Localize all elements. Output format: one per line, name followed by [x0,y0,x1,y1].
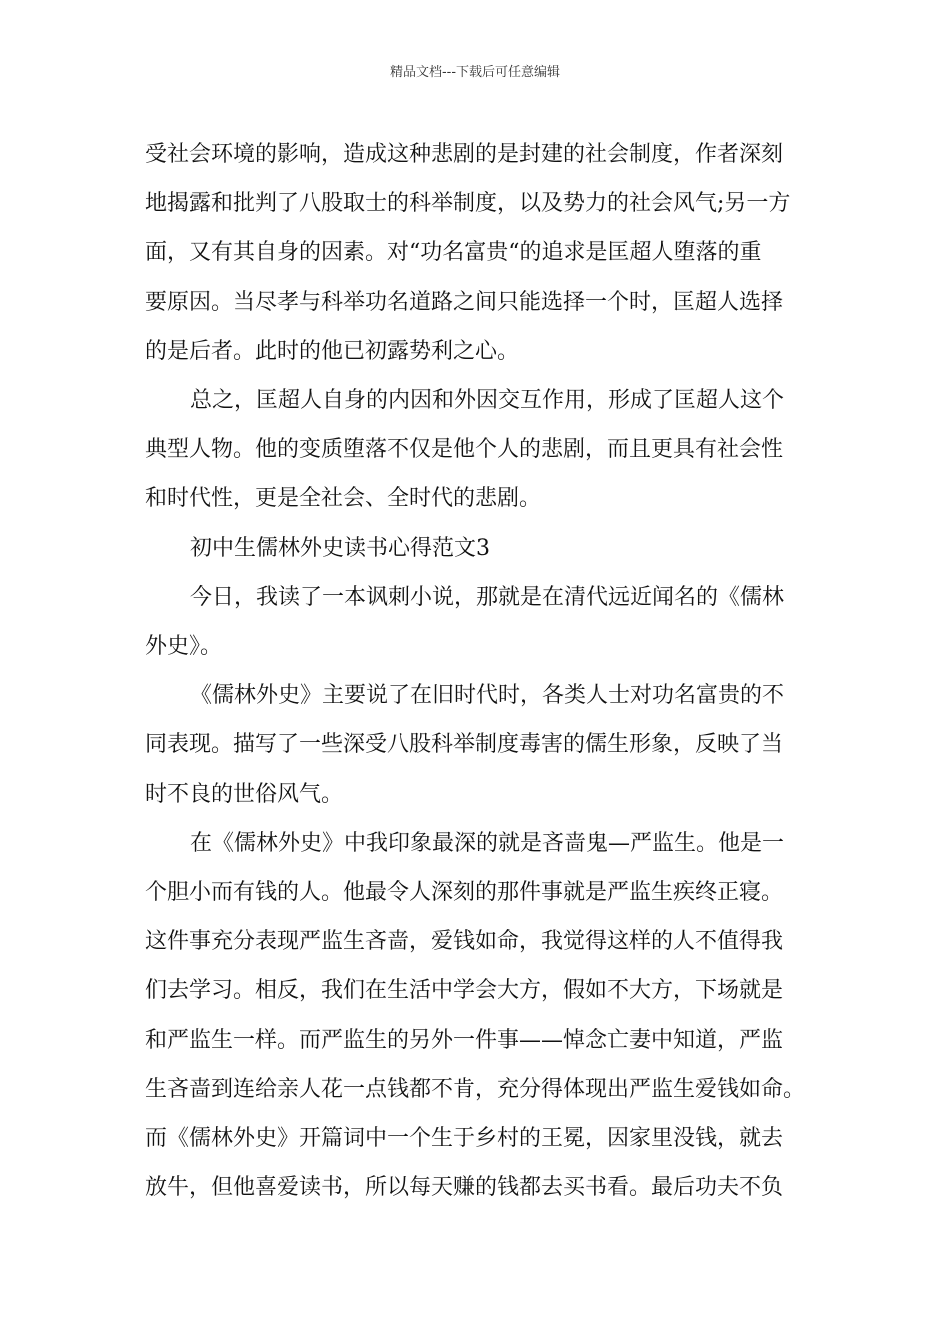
text-line: 们去学习。相反，我们在生活中学会大方，假如不大方，下场就是 [145,978,784,1004]
text-line: 放牛，但他喜爱读书，所以每天赚的钱都去买书看。最后功夫不负 [145,1175,784,1201]
text-line: 地揭露和批判了八股取士的科举制度，以及势力的社会风气;另一方 [145,191,791,217]
document-body [145,130,825,1212]
text-line: 典型人物。他的变质堕落不仅是他个人的悲剧，而且更具有社会性 [145,437,784,463]
text-line: 面，又有其自身的因素。对“功名富贵“的追求是匡超人堕落的重 [145,240,762,266]
text-line: 的是后者。此时的他已初露势利之心。 [145,338,520,364]
paragraph [145,671,825,819]
text-line: 这件事充分表现严监生吝啬，爱钱如命，我觉得这样的人不值得我 [145,929,784,955]
paragraph [145,130,825,376]
text-line: 要原因。当尽孝与科举功名道路之间只能选择一个时，匡超人选择 [145,289,784,315]
text-line: 总之，匡超人自身的内因和外因交互作用，形成了匡超人这个 [190,388,785,414]
text-line: 今日，我读了一本讽刺小说，那就是在清代远近闻名的《儒林 [190,584,785,610]
text-line: 时不良的世俗风气。 [145,781,344,807]
text-line: 外史》。 [145,634,223,660]
text-line: 生吝啬到连给亲人花一点钱都不肯，充分得体现出严监生爱钱如命。 [145,1076,806,1102]
text-line: 和时代性，更是全社会、全时代的悲剧。 [145,486,542,512]
text-line: 同表现。描写了一些深受八股科举制度毒害的儒生形象，反映了当 [145,732,784,758]
text-line: 受社会环境的影响，造成这种悲剧的是封建的社会制度，作者深刻 [145,142,784,167]
section-heading [145,524,825,573]
paragraph [145,573,825,671]
heading-text: 初中生儒林外史读书心得范文3 [190,535,490,561]
text-line: 而《儒林外史》开篇词中一个生于乡村的王冕，因家里没钱，就去 [145,1126,784,1152]
paragraph [145,819,825,1213]
page-header: 精品文档---下载后可任意编辑 [389,65,561,80]
text-line: 和严监生一样。而严监生的另外一件事——悼念亡妻中知道，严监 [145,1027,784,1053]
text-line: 个胆小而有钱的人。他最令人深刻的那件事就是严监生疾终正寝。 [145,880,784,906]
text-line: 《儒林外史》主要说了在旧时代时，各类人士对功名富贵的不 [190,683,785,709]
paragraph [145,376,825,524]
text-line: 在《儒林外史》中我印象最深的就是吝啬鬼—严监生。他是一 [190,830,785,856]
